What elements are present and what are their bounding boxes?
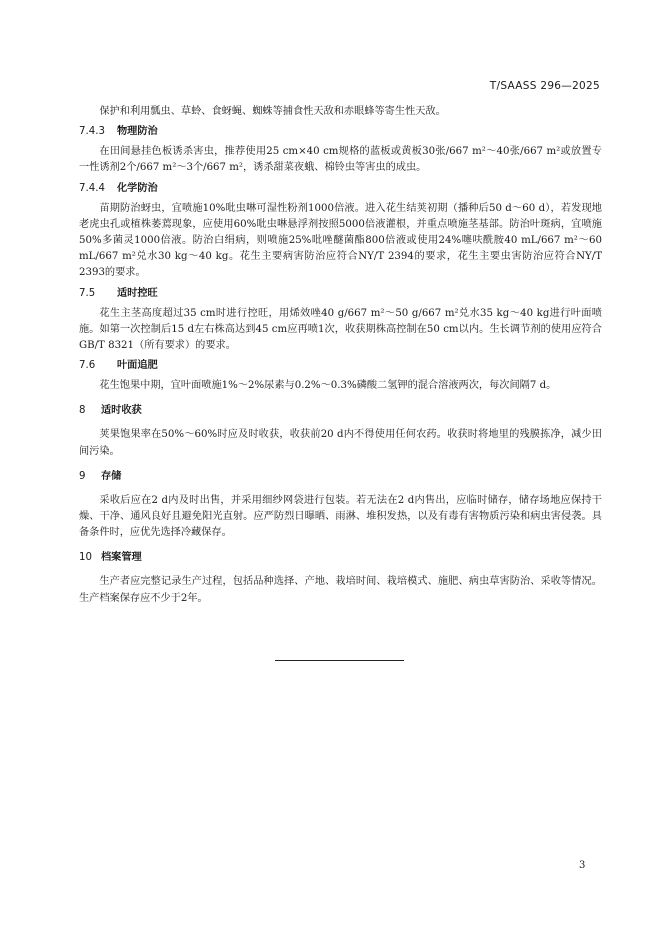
section-title: 叶面追肥: [117, 360, 158, 372]
section-number: 10: [79, 552, 92, 564]
section-number: 7.4.3: [79, 126, 105, 138]
document-body: [79, 104, 602, 607]
paragraph-physical-control: 在田间悬挂色板诱杀害虫，推荐使用25 cm×40 cm规格的蓝板或黄板30张/667 m²～40张/667 m²或放置专一性诱剂2个/667 m²～3个/667 m²，诱杀甜菜夜蛾、棉铃虫等害虫的成虫。: [79, 146, 602, 174]
section-title: 档案管理: [101, 552, 142, 564]
heading-7-4-4: [79, 181, 602, 197]
section-title: 适时收获: [101, 405, 142, 417]
section-number: 7.6: [79, 360, 96, 372]
heading-10: [79, 550, 602, 566]
section-title: 物理防治: [117, 126, 158, 138]
section-title: 存储: [101, 470, 122, 482]
section-number: 7.5: [79, 287, 96, 299]
document-code: T/SAASS 296—2025: [489, 80, 600, 92]
section-number: 7.4.4: [79, 182, 105, 194]
heading-7-6: [79, 358, 602, 374]
heading-8: [79, 403, 602, 419]
heading-7-5: [79, 286, 602, 302]
page-number: 3: [579, 860, 586, 871]
section-number: 8: [79, 405, 86, 417]
heading-7-4-3: [79, 124, 602, 140]
end-of-document-rule: [275, 660, 404, 661]
paragraph-natural-enemies: 保护和利用瓢虫、草蛉、食蚜蝇、蜘蛛等捕食性天敌和赤眼蜂等寄生性天敌。: [99, 106, 446, 117]
paragraph-storage: 采收后应在2 d内及时出售，并采用细纱网袋进行包装。若无法在2 d内售出，应临时储存，储存场地应保持干燥、干净、通风良好且避免阳光直射。应严防烈日曝晒、雨淋、堆积发热，以及有毒有害物质污染和病虫害侵袭。具备条件时，应优先选择冷藏保存。: [79, 494, 602, 539]
paragraph-foliar-fertilizer: 花生饱果中期，宜叶面喷施1%～2%尿素与0.2%～0.3%磷酸二氢钾的混合溶液两次，每次间隔7 d。: [99, 380, 557, 392]
section-number: 9: [79, 470, 86, 482]
paragraph-records: 生产者应完整记录生产过程，包括品种选择、产地、栽培时间、栽培模式、施肥、病虫草害防治、采收等情况。生产档案保存应不少于2年。: [79, 576, 602, 604]
heading-9: [79, 469, 602, 485]
paragraph-harvest: 荚果饱果率在50%～60%时应及时收获，收获前20 d内不得使用任何农药。收获时将地里的残膜拣净，减少田间污染。: [79, 429, 602, 457]
paragraph-growth-control: 花生主茎高度超过35 cm时进行控旺，用烯效唑40 g/667 m²～50 g/667 m²兑水35 kg～40 kg进行叶面喷施。如第一次控制后15 d左右株高达到45 cm应再喷1次，收获期株高控制在50 cm以内。生长调节剂的使用应符合GB/T 8321（所有要求）的要求。: [79, 307, 602, 352]
section-title: 化学防治: [117, 182, 158, 194]
paragraph-chemical-control: 苗期防治蚜虫，宜喷施10%吡虫啉可湿性粉剂1000倍液。进入花生结荚初期（播种后50 d～60 d），若发现地老虎虫孔或植株萎蔫现象，应使用60%吡虫啉悬浮剂按照5000倍液灌根，并重点喷施茎基部。防治叶斑病，宜喷施50%多菌灵1000倍液。防治白绢病，则喷施25%吡唑醚菌酯800倍液或使用24%噻呋酰胺40 mL/667 m²～60 mL/667 m²兑水30 kg～40 kg。花生主要病害防治应符合NY/T 2394的要求，花生主要虫害防治应符合NY/T 2393的要求。: [79, 202, 602, 279]
section-title: 适时控旺: [117, 287, 158, 299]
